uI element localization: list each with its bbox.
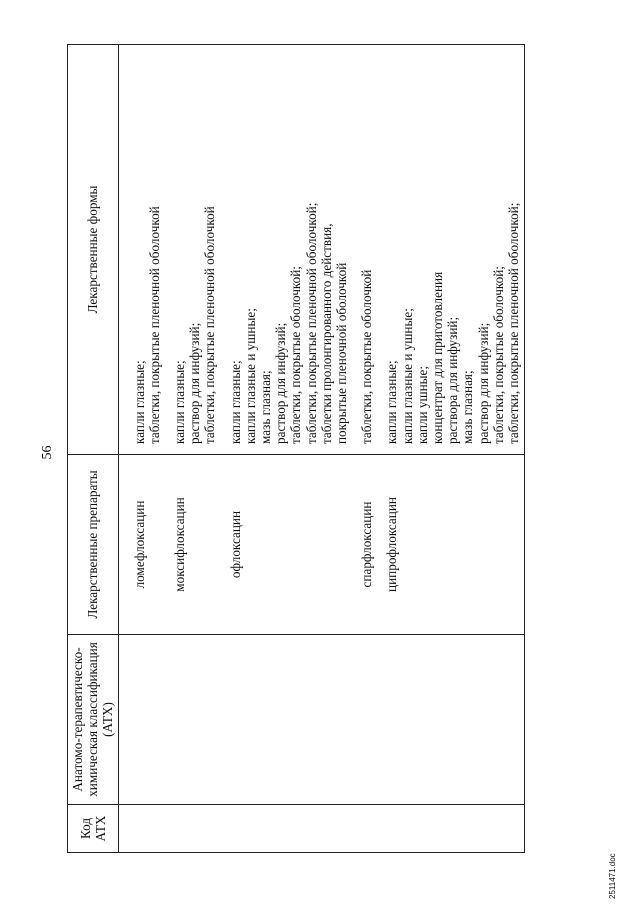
cell-forms: [221, 45, 353, 455]
dosage-form: таблетки пролонгированного действия,: [318, 223, 334, 444]
cell-classification: [352, 635, 377, 805]
cell-drug: спарфлоксацин: [352, 455, 377, 635]
cell-code: [118, 805, 165, 853]
table-row: [118, 45, 165, 853]
cell-code: [352, 805, 377, 853]
dosage-form: таблетки, покрытые оболочкой;: [288, 266, 304, 444]
dosage-form: капли глазные и ушные;: [242, 308, 258, 444]
dosage-form: таблетки, покрытые пленочной оболочкой;: [506, 202, 522, 444]
atx-table: [67, 44, 525, 853]
table-header-row: [68, 45, 119, 853]
cell-code: [221, 805, 353, 853]
dosage-form: таблетки, покрытые пленочной оболочкой;: [303, 202, 319, 444]
table-row: [352, 45, 377, 853]
cell-classification: [118, 635, 165, 805]
dosage-form: капли глазные;: [172, 360, 188, 444]
cell-classification: [165, 635, 221, 805]
cell-classification: [221, 635, 353, 805]
dosage-form: таблетки, покрытые пленочной оболочкой: [146, 206, 162, 444]
cell-code: [377, 805, 524, 853]
file-name: 2511471.doc: [608, 853, 617, 899]
cell-drug: моксифлоксацин: [165, 455, 221, 635]
cell-drug: ципрофлоксацин: [377, 455, 524, 635]
dosage-form: капли глазные;: [384, 360, 400, 444]
cell-forms: [377, 45, 524, 455]
cell-forms: [118, 45, 165, 455]
dosage-form: капли глазные;: [131, 360, 147, 444]
table-body: [118, 45, 525, 853]
dosage-form: покрытые пленочной оболочкой: [334, 262, 350, 444]
dosage-form: таблетки, покрытые пленочной оболочкой: [202, 206, 218, 444]
dosage-form: раствор для инфузий;: [187, 322, 203, 444]
dosage-form: капли ушные;: [414, 365, 430, 444]
table-row: [221, 45, 353, 853]
dosage-form: раствор для инфузий;: [273, 322, 289, 444]
dosage-form: раствора для инфузий;: [445, 316, 461, 444]
cell-code: [165, 805, 221, 853]
dosage-form: мазь глазная;: [460, 370, 476, 444]
cell-forms: [165, 45, 221, 455]
header-classification: Анатомо-терапевтическо-химическая классификация (АТХ): [68, 635, 119, 805]
page-number: 56: [40, 445, 55, 460]
dosage-form: таблетки, покрытые оболочкой: [359, 269, 375, 444]
dosage-form: капли глазные и ушные;: [399, 308, 415, 444]
table-row: [165, 45, 221, 853]
header-drugs: Лекарственные препараты: [68, 455, 119, 635]
header-forms: Лекарственные формы: [68, 45, 119, 455]
table-row: [377, 45, 524, 853]
cell-forms: [352, 45, 377, 455]
dosage-form: таблетки, покрытые оболочкой;: [490, 266, 506, 444]
header-code: Код АТХ: [68, 805, 119, 853]
cell-drug: ломефлоксацин: [118, 455, 165, 635]
dosage-form: капли глазные;: [227, 360, 243, 444]
dosage-form: раствор для инфузий;: [475, 322, 491, 444]
cell-drug: офлоксацин: [221, 455, 353, 635]
dosage-form: концентрат для приготовления: [430, 271, 446, 444]
cell-classification: [377, 635, 524, 805]
dosage-form: мазь глазная;: [258, 370, 274, 444]
